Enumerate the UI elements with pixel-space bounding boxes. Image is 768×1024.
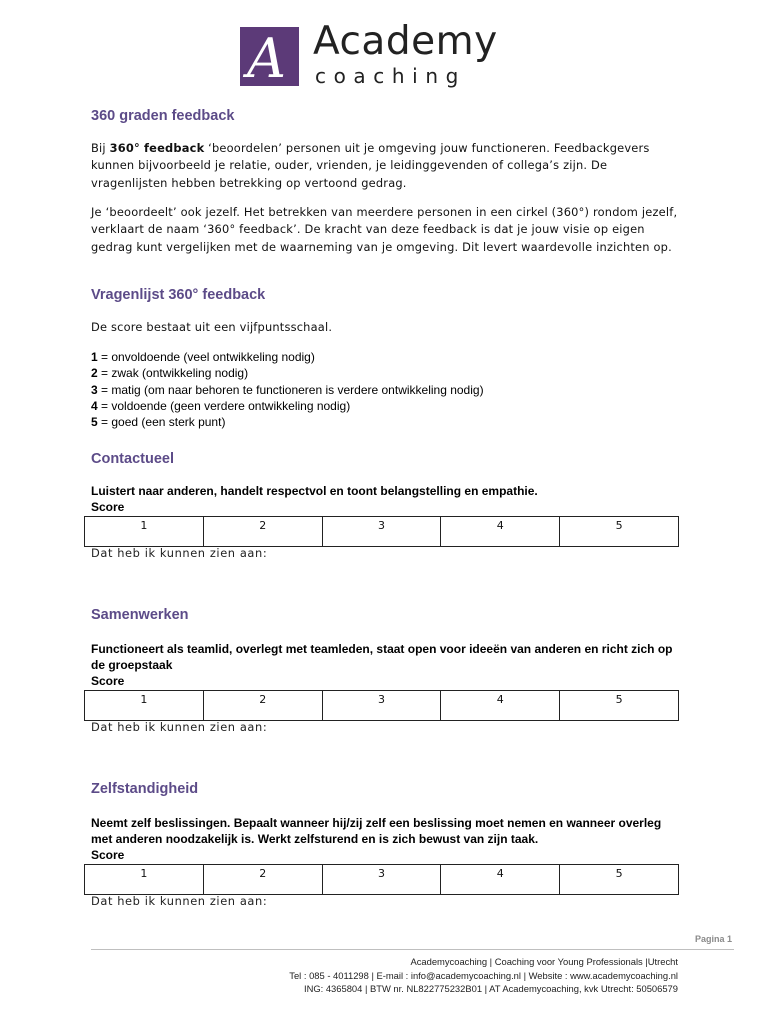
zelfstandigheid-score-2[interactable]: 2: [203, 865, 322, 895]
contactueel-score-2[interactable]: 2: [203, 517, 322, 547]
footer-line-1: Academycoaching | Coaching voor Young Professionals |Utrecht: [410, 956, 678, 967]
intro-p1-b: ‘beoordelen’ personen uit je omgeving jouw functioneren. Feedbackgevers kunnen bijvoorbeeld je relatie, ouder, vrienden, je leidinggevenden of collega’s zijn. De vragenlijsten hebben betrekking op vertoond gedrag.: [91, 141, 650, 190]
scale-item-5-num: 5: [91, 415, 98, 430]
logo-mark-letter: A: [247, 27, 286, 86]
contactueel-seen-label: Dat heb ik kunnen zien aan:: [91, 546, 268, 560]
samenwerken-score-3[interactable]: 3: [322, 691, 441, 721]
scale-item-1-num: 1: [91, 350, 98, 364]
samenwerken-score-1[interactable]: 1: [85, 691, 204, 721]
zelfstandigheid-score-label: Score: [91, 848, 125, 862]
footer-line-2: Tel : 085 - 4011298 | E-mail : info@academycoaching.nl | Website : www.academycoaching.nl: [289, 969, 678, 981]
intro-p1-a: Bij: [91, 141, 110, 155]
footer-line-3: ING: 4365804 | BTW nr. NL822775232B01 | AT Academycoaching, kvk Utrecht: 50506579: [303, 983, 678, 995]
scale-item-5: [91, 414, 691, 430]
scale-item-3: [91, 382, 691, 398]
samenwerken-score-label: Score: [91, 674, 125, 688]
samenwerken-score-4[interactable]: 4: [441, 691, 560, 721]
samenwerken-score-table: [84, 690, 679, 721]
scale-item-2: [91, 365, 691, 381]
contactueel-score-label: Score: [91, 500, 125, 514]
page-number: Pagina 1: [694, 934, 732, 944]
contactueel-score-5[interactable]: 5: [560, 517, 679, 547]
scale-item-5-text: = goed (een sterk punt): [97, 415, 226, 430]
contactueel-score-table: [84, 516, 679, 547]
zelfstandigheid-score-4[interactable]: 4: [441, 865, 560, 895]
scale-list: [91, 349, 691, 430]
scale-item-3-text: = matig (om naar behoren te functioneren is verdere ontwikkeling nodig): [97, 382, 484, 397]
section-title-360-feedback: 360 graden feedback: [91, 108, 235, 124]
logo-mark-icon: [240, 27, 299, 86]
scale-item-3-num: 3: [91, 382, 98, 397]
scale-item-1-text: = onvoldoende (veel ontwikkeling nodig): [97, 350, 315, 364]
section-title-contactueel: Contactueel: [91, 451, 174, 467]
contactueel-score-3[interactable]: 3: [322, 517, 441, 547]
footer-divider: [91, 949, 734, 950]
zelfstandigheid-score-5[interactable]: 5: [560, 865, 679, 895]
footer-contact-block: [289, 955, 678, 996]
zelfstandigheid-seen-label: Dat heb ik kunnen zien aan:: [91, 894, 268, 908]
scale-item-2-text: = zwak (ontwikkeling nodig): [97, 366, 249, 381]
contactueel-score-4[interactable]: 4: [441, 517, 560, 547]
section-title-vragenlijst: Vragenlijst 360° feedback: [91, 287, 266, 303]
samenwerken-score-2[interactable]: 2: [203, 691, 322, 721]
zelfstandigheid-score-table: [84, 864, 679, 895]
scale-item-2-num: 2: [91, 366, 98, 381]
logo-subline: coaching: [315, 64, 466, 88]
samenwerken-score-5[interactable]: 5: [560, 691, 679, 721]
scale-item-4-text: = voldoende (geen verdere ontwikkeling nodig): [97, 398, 351, 413]
intro-paragraph-1: [91, 140, 681, 192]
contactueel-question: Luistert naar anderen, handelt respectvol en toont belangstelling en empathie.: [91, 484, 538, 498]
section-title-zelfstandigheid: Zelfstandigheid: [91, 781, 199, 797]
zelfstandigheid-question: Neemt zelf beslissingen. Bepaalt wanneer hij/zij zelf een beslissing moet nemen en wanneer overleg met anderen noodzakelijk is. Werkt zelfsturend en is zich bewust van zijn taak.: [91, 816, 662, 847]
samenwerken-question: Functioneert als teamlid, overlegt met teamleden, staat open voor ideeën van anderen en richt zich op de groepstaak: [91, 642, 673, 673]
academy-coaching-logo: [240, 19, 540, 92]
contactueel-score-1[interactable]: 1: [85, 517, 204, 547]
logo-wordmark: Academy: [313, 19, 498, 64]
scale-item-4: [91, 398, 691, 414]
scale-intro: De score bestaat uit een vijfpuntsschaal.: [91, 320, 333, 334]
zelfstandigheid-score-3[interactable]: 3: [322, 865, 441, 895]
zelfstandigheid-score-1[interactable]: 1: [85, 865, 204, 895]
section-title-samenwerken: Samenwerken: [91, 607, 189, 623]
intro-paragraph-2: Je ‘beoordeelt’ ook jezelf. Het betrekken van meerdere personen in een cirkel (360°) rondom jezelf, verklaart de naam ‘360° feedback’. De kracht van deze feedback is dat je jouw visie op eigen gedrag kunt vergelijken met de waarneming van je omgeving. Dit levert waardevolle inzichten op.: [91, 205, 678, 254]
samenwerken-seen-label: Dat heb ik kunnen zien aan:: [91, 720, 268, 734]
scale-item-1: [91, 349, 691, 365]
scale-item-4-num: 4: [91, 398, 98, 413]
intro-p1-bold: 360° feedback: [109, 141, 205, 155]
